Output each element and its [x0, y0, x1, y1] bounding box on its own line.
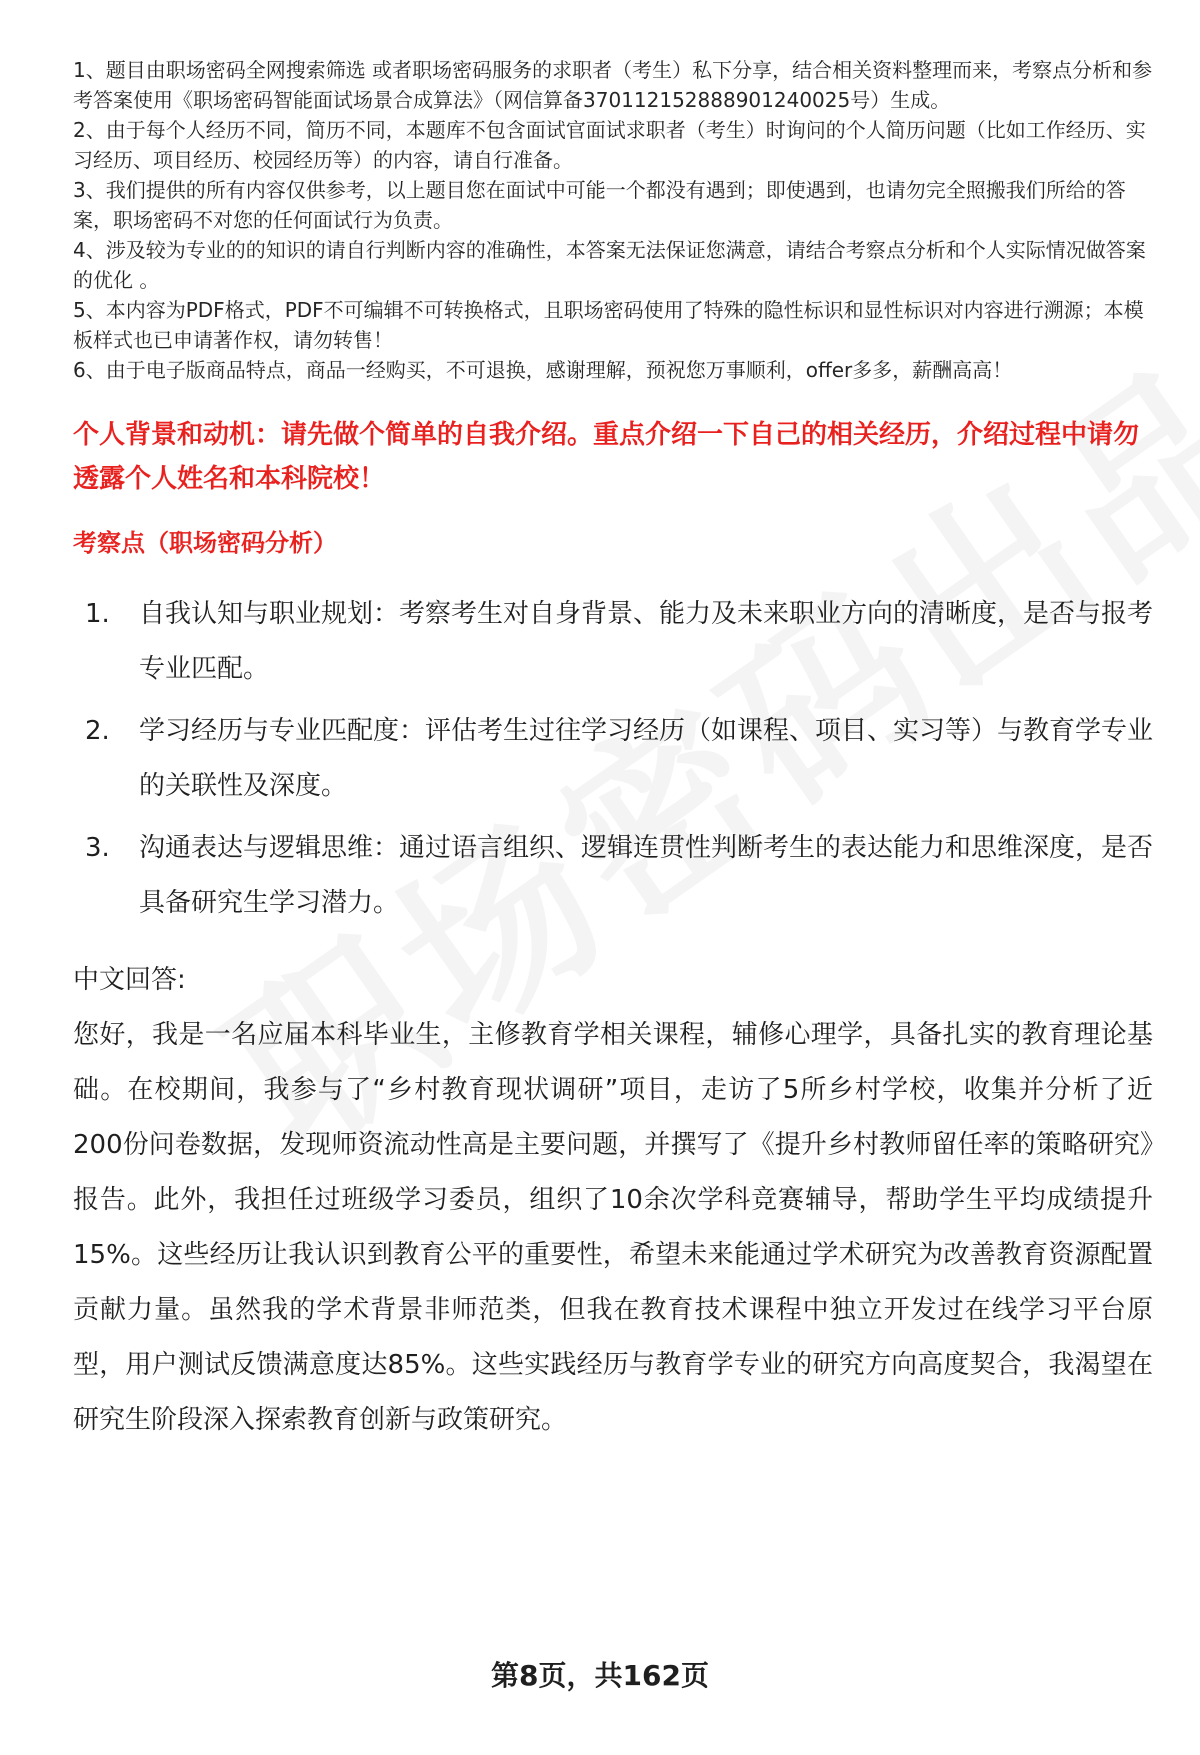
- point-text: 学习经历与专业匹配度：评估考生过往学习经历（如课程、项目、实习等）与教育学专业的关联性及深度。: [139, 716, 1154, 801]
- point-number: 1.: [85, 599, 110, 629]
- page-footer: 第8页，共162页: [491, 1659, 709, 1692]
- disclaimer-item: 3、我们提供的所有内容仅供参考，以上题目您在面试中可能一个都没有遇到；即使遇到，也请勿完全照搬我们所给的答案，职场密码不对您的任何面试行为负责。: [73, 178, 1126, 232]
- analysis-heading: 考察点（职场密码分析）: [73, 529, 337, 557]
- point-text: 沟通表达与逻辑思维：通过语言组织、逻辑连贯性判断考生的表达能力和思维深度，是否具备研究生学习潜力。: [139, 833, 1154, 918]
- disclaimer-item: 5、本内容为PDF格式，PDF不可编辑不可转换格式，且职场密码使用了特殊的隐性标识和显性标识对内容进行溯源；本模板样式也已申请著作权，请勿转售！: [73, 298, 1144, 352]
- disclaimer-item: 2、由于每个人经历不同，简历不同，本题库不包含面试官面试求职者（考生）时询问的个人简历问题（比如工作经历、实习经历、项目经历、校园经历等）的内容，请自行准备。: [73, 118, 1146, 172]
- interview-question: 个人背景和动机：请先做个简单的自我介绍。重点介绍一下自己的相关经历，介绍过程中请勿透露个人姓名和本科院校！: [73, 420, 1140, 494]
- disclaimer-item: 4、涉及较为专业的的知识的请自行判断内容的准确性，本答案无法保证您满意，请结合考察点分析和个人实际情况做答案的优化 。: [73, 238, 1146, 292]
- assessment-point: [73, 821, 1153, 931]
- assessment-points: [73, 587, 1153, 931]
- assessment-point: [73, 704, 1153, 814]
- disclaimer-item: 6、由于电子版商品特点，商品一经购买，不可退换，感谢理解，预祝您万事顺利，offer多多，薪酬高高！: [73, 358, 1013, 382]
- point-number: 3.: [85, 833, 110, 863]
- document-page: [73, 55, 1153, 1448]
- assessment-point: [73, 587, 1153, 697]
- answer-body: 您好，我是一名应届本科毕业生，主修教育学相关课程，辅修心理学，具备扎实的教育理论基础。在校期间，我参与了“乡村教育现状调研”项目，走访了5所乡村学校，收集并分析了近200份问卷数据，发现师资流动性高是主要问题，并撰写了《提升乡村教师留任率的策略研究》报告。此外，我担任过班级学习委员，组织了10余次学科竞赛辅导，帮助学生平均成绩提升15%。这些经历让我认识到教育公平的重要性，希望未来能通过学术研究为改善教育资源配置贡献力量。虽然我的学术背景非师范类，但我在教育技术课程中独立开发过在线学习平台原型，用户测试反馈满意度达85%。这些实践经历与教育学专业的研究方向高度契合，我渴望在研究生阶段深入探索教育创新与政策研究。: [73, 1020, 1153, 1435]
- point-text: 自我认知与职业规划：考察考生对自身背景、能力及未来职业方向的清晰度，是否与报考专业匹配。: [139, 599, 1154, 684]
- disclaimer-item: 1、题目由职场密码全网搜索筛选 或者职场密码服务的求职者（考生）私下分享，结合相关资料整理而来，考察点分析和参考答案使用《职场密码智能面试场景合成算法》（网信算备370112152888901240025号）生成。: [73, 58, 1153, 112]
- answer-label: 中文回答:: [73, 965, 186, 995]
- point-number: 2.: [85, 716, 110, 746]
- disclaimer-list: [73, 55, 1153, 385]
